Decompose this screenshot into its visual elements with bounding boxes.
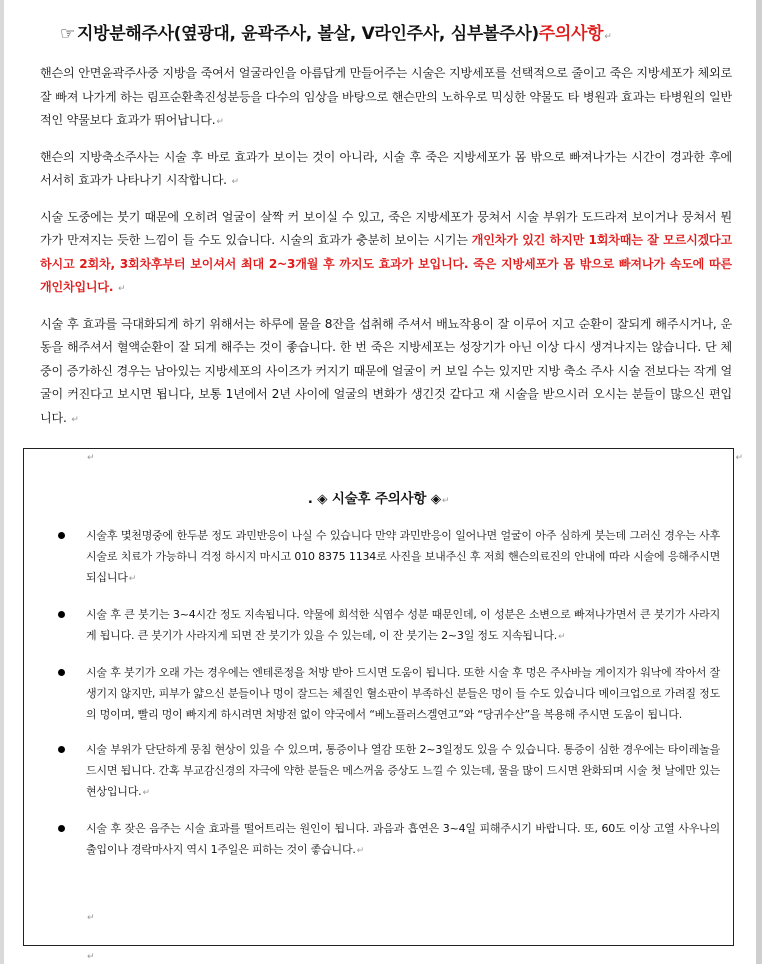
paragraph-mark: ↵ (87, 913, 95, 923)
bullet-icon (58, 669, 65, 676)
paragraph-mark: ↵ (356, 846, 365, 856)
intro-paragraph: 핸슨의 지방축소주사는 시술 후 바로 효과가 보이는 것이 아니라, 시술 후 죽은 지방세포가 몸 밖으로 빠져나가는 시간이 경과한 후에 서서히 효과가 나타나기 시작합니다. ↵ (40, 149, 732, 187)
paragraph-mark: ↵ (231, 177, 239, 187)
bullet-icon (58, 532, 65, 539)
paragraph-mark: ↵ (117, 284, 126, 294)
precautions-list (56, 525, 720, 876)
document-title (60, 19, 740, 44)
precautions-title: . ◈ 시술후 주의사항 ◈↵ (307, 491, 450, 507)
page-frame-right (756, 0, 762, 964)
pointing-hand-icon: ☞ (60, 24, 75, 44)
bullet-icon (58, 746, 65, 753)
list-item: 시술 후 붓기가 오래 가는 경우에는 엔테론정을 처방 받아 드시면 도움이 됩니다. 또한 시술 후 멍은 주사바늘 게이지가 워낙에 작아서 잘 생기지 않지만, 피부가 얇으신 분들이나 멍이 잘드는 체질인 혈소판이 부족하신 분들은 멍이 들 수도 있습니다 메이크업으로 가려질 정도의 멍이며, 빨리 멍이 빠지게 하시려면 처방전 없이 약국에서 “베노플러스겔연고”와 “당귀수산”을 복용해 주시면 도움이 됩니다. (56, 662, 720, 725)
bullet-icon (58, 825, 65, 832)
paragraph-mark: ↵ (71, 414, 79, 425)
list-item: 시술 후 큰 붓기는 3~4시간 정도 지속됩니다. 약물에 희석한 식염수 성분 때문인데, 이 성분은 소변으로 빠져나가면서 큰 붓기가 사라지게 됩니다. 큰 붓기가 사라지게 되면 잔 붓기가 있을 수 있는데, 이 잔 붓기는 2~3일 정도 지속됩니다.↵ (56, 604, 720, 648)
intro-paragraph: 시술 후 효과를 극대화되게 하기 위해서는 하루에 물을 8잔을 섭취해 주셔서 배뇨작용이 잘 이루어 지고 순환이 잘되게 해주시거나, 운동을 해주셔서 혈액순환이 잘 되게 해주는 것이 좋습니다. 한 번 죽은 지방세포는 성장기가 아닌 이상 다시 생겨나지는 않습니다. 단 체중이 증가하신 경우는 남아있는 지방세포의 사이즈가 커지기 때문에 얼굴이 커 보일 수는 있지만 지방 축소 주사 시술 전보다는 작게 얼굴이 커진다고 보시면 됩니다, 보통 1년에서 2년 사이에 얼굴의 변화가 생긴것 같다고 재 시술을 받으시러 오시는 분들이 많으신 편입니다. ↵ (40, 316, 732, 425)
list-item: 시술 후 잦은 음주는 시술 효과를 떨어트리는 원인이 됩니다. 과음과 흡연은 3~4일 피해주시기 바랍니다. 또, 60도 이상 고열 사우나의 출입이나 경락마사지 역시 1주일은 피하는 것이 좋습니다.↵ (56, 818, 720, 862)
intro-paragraph: 시술 도중에는 붓기 때문에 오히려 얼굴이 살짝 커 보이실 수 있고, 죽은 지방세포가 뭉쳐서 시술 부위가 도드라져 보이거나 뭉쳐서 뭔가가 만져지는 듯한 느낌이 들 수도 있습니다. 시술의 효과가 충분히 보이는 시기는 개인차가 있긴 하지만 1회차때는 잘 모르시겠다고 하시고 2회차, 3회차후부터 보이셔서 최대 2~3개월 후 까지도 효과가 보입니다. 죽은 지방세포가 몸 밖으로 빠져나가 속도에 따른 개인차입니다. ↵ (40, 209, 732, 294)
paragraph-mark: ↵ (216, 117, 224, 127)
paragraph-mark: ↵ (87, 453, 95, 463)
paragraph-mark: ↵ (558, 632, 566, 642)
paragraph-mark: ↵ (604, 32, 612, 42)
title-main: 지방분해주사(옆광대, 윤곽주사, 볼살, V라인주사, 심부볼주사) (76, 24, 539, 44)
title-highlight: 주의사항 (538, 24, 604, 44)
paragraph-mark: ↵ (128, 574, 137, 584)
paragraph-mark: ↵ (735, 453, 743, 463)
list-item: 시술 부위가 단단하게 뭉침 현상이 있을 수 있으며, 통증이나 열감 또한 2~3일정도 있을 수 있습니다. 통증이 심한 경우에는 타이레놀을 드시면 됩니다. 간혹 부교감신경의 자극에 약한 분들은 메스꺼움 증상도 느낄 수 있는데, 물을 많이 드시면 완화되며 시술 첫 날에만 있는 현상입니다.↵ (56, 739, 720, 804)
list-item: 시술후 몇천명중에 한두분 정도 과민반응이 나실 수 있습니다 만약 과민반응이 일어나면 얼굴이 아주 심하게 붓는데 그러신 경우는 사후시술로 치료가 가능하니 걱정 하시지 마시고 010 8375 1134로 사진을 보내주신 후 저희 핸슨의료진의 안내에 따라 시술에 응해주시면 되십니다↵ (56, 525, 720, 590)
intro-paragraph: 핸슨의 안면윤곽주사중 지방을 죽여서 얼굴라인을 아름답게 만들어주는 시술은 지방세포를 선택적으로 줄이고 죽은 지방세포가 체외로 잘 빠져 나가게 하는 림프순환촉진성분등을 다수의 임상을 바탕으로 핸슨만의 노하우로 믹싱한 약물도 타 병원과 효과는 타병원의 일반적인 약물보다 효과가 뛰어납니다.↵ (40, 66, 732, 127)
precautions-box (23, 448, 743, 946)
intro-section (40, 62, 732, 443)
bullet-icon (58, 611, 65, 618)
paragraph-mark: ↵ (142, 788, 150, 798)
paragraph-mark: ↵ (87, 952, 95, 962)
intro-highlight: 개인차가 있긴 하지만 1회차때는 잘 모르시겠다고 하시고 2회차, 3회차후부터 보이셔서 최대 2~3개월 후 까지도 효과가 보입니다. 죽은 지방세포가 몸 밖으로 빠져나가 속도에 따른 개인차입니다. (40, 233, 732, 294)
paragraph-mark: ↵ (441, 496, 450, 506)
page-frame-left (0, 0, 4, 964)
